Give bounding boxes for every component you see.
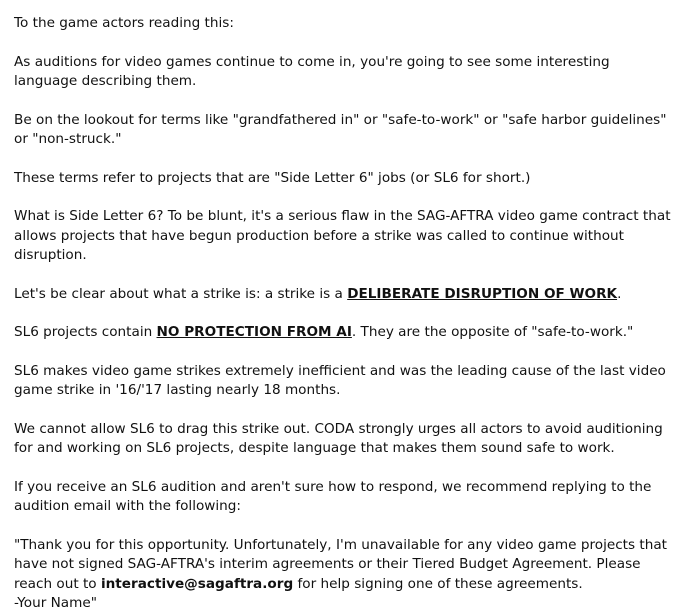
deliberate-disruption-emphasis: DELIBERATE DISRUPTION OF WORK — [347, 285, 618, 302]
strike-text: Let's be clear about what a strike is: a strike is a — [14, 285, 348, 302]
paragraph-strike-history: SL6 makes video game strikes extremely inefficient and was the leading cause of the last video game strike in '16/'17 lasting nearly 18 months. — [14, 362, 666, 398]
paragraph-strike-definition — [14, 285, 674, 305]
paragraph-terms: Be on the lookout for terms like "grandfathered in" or "safe-to-work" or "safe harbor guidelines" or "non-struck." — [14, 111, 667, 147]
paragraph-no-ai-protection — [14, 323, 674, 343]
no-protection-emphasis: NO PROTECTION FROM AI — [156, 324, 352, 340]
paragraph-auditions: As auditions for video games continue to come in, you're going to see some interesting language describing them. — [14, 53, 610, 89]
paragraph-what-is-sl6: What is Side Letter 6? To be blunt, it's a serious flaw in the SAG-AFTRA video game contract that allows projects that have begun production before a strike was called to continue without disruption. — [14, 208, 671, 263]
quote-text: "Thank you for this opportunity. Unfortunately, I'm unavailable for any video game projects that have not signed SAG-AFTRA's interim agreements or their Tiered Budget Agreement. Please reach out to — [14, 536, 668, 592]
greeting: To the game actors reading this: — [14, 15, 234, 31]
signature: -Your Name" — [14, 595, 97, 611]
sl6-text-end: . They are the opposite of "safe-to-work." — [351, 324, 634, 340]
paragraph-coda-urges: We cannot allow SL6 to drag this strike out. CODA strongly urges all actors to avoid auditioning for and working on SL6 projects, despite language that makes them sound safe to work. — [14, 420, 663, 456]
quote-text-end: for help signing one of these agreements. — [293, 575, 583, 592]
paragraph-side-letter-6: These terms refer to projects that are "Side Letter 6" jobs (or SL6 for short.) — [14, 169, 531, 186]
paragraph-reply-advice: If you receive an SL6 audition and aren't sure how to respond, we recommend replying to the audition email with the following: — [14, 478, 652, 514]
email-address[interactable]: interactive@sagaftra.org — [100, 575, 294, 592]
sl6-text: SL6 projects contain — [14, 324, 157, 340]
letter-body — [14, 14, 674, 614]
strike-text-end: . — [617, 285, 622, 302]
